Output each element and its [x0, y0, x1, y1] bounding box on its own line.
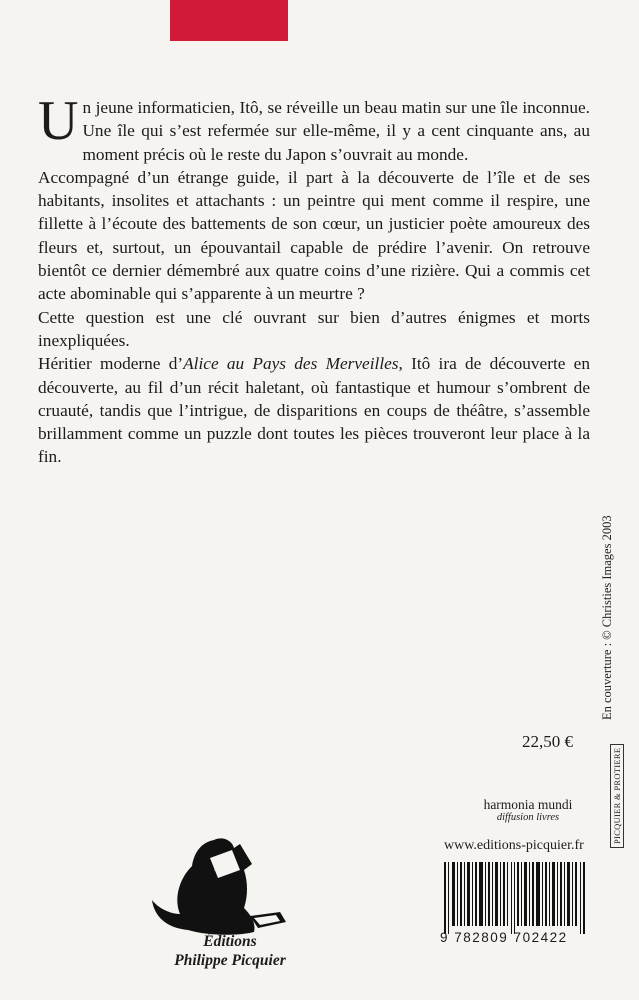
blurb-paragraph-1: [38, 90, 590, 166]
website[interactable]: www.editions-picquier.fr: [444, 838, 584, 853]
back-cover-blurb: [38, 90, 590, 469]
publisher-name: [100, 932, 360, 970]
distributor-name: harmonia mundi: [483, 797, 573, 812]
alice-title: Alice au Pays des Merveilles: [183, 354, 399, 374]
distributor-subtitle: diffusion livres: [496, 812, 560, 823]
blurb-paragraph-2: Accompagné d’un étrange guide, il part à la découverte de l’île et de ses habitants, insolites et attachants : un peintre qui ment comme il respire, une fillette à l’écoute des battements de son cœur, un justicier poète amoureux des fleurs et, surtout, un épouvantail capable de prédire l’avenir. On retrouve bientôt ce dernier démembré aux quatre coins d’une rizière. Qui a commis cet acte abominable qui s’apparente à un meurtre ?: [38, 167, 590, 304]
publisher-vertical-mark: PICQUIER & PROTIERE: [610, 744, 624, 848]
blurb-paragraph-3: Cette question est une clé ouvrant sur bien d’autres énigmes et morts inexpliquées.: [38, 307, 590, 350]
blurb-p4-before: Héritier moderne d’: [38, 354, 184, 374]
blurb-paragraph-4: [38, 352, 590, 468]
price: 22,50 €: [522, 732, 573, 751]
red-band: [170, 0, 288, 41]
reading-monk-logo-icon: [148, 830, 288, 940]
cover-credit: En couverture : © Christies Images 2003: [600, 515, 614, 720]
distributor: [478, 797, 578, 823]
blurb-p4-after: , Itô ira de découverte en découverte, au fil d’un récit haletant, où fantastique et humour s’ombrent de cruauté, tandis que l’intrigue, de disparitions en coups de théâtre, s’assemble brillamment comme un puzzle dont toutes les pièces trouveront leur place à la fin.: [38, 354, 590, 467]
dropcap: U: [38, 90, 79, 152]
blurb-paragraph-1-text: n jeune informaticien, Itô, se réveille un beau matin sur une île inconnue. Une île qui s’est refermée sur elle-même, il y a cent cinquante ans, au moment précis où le reste du Japon s’ouvrait au monde.: [82, 98, 590, 164]
isbn-digits: 9 782809 702422: [440, 930, 568, 945]
publisher-line-1: Éditions: [203, 933, 257, 950]
publisher-line-2: Philippe Picquier: [174, 952, 286, 969]
barcode: [444, 862, 586, 934]
